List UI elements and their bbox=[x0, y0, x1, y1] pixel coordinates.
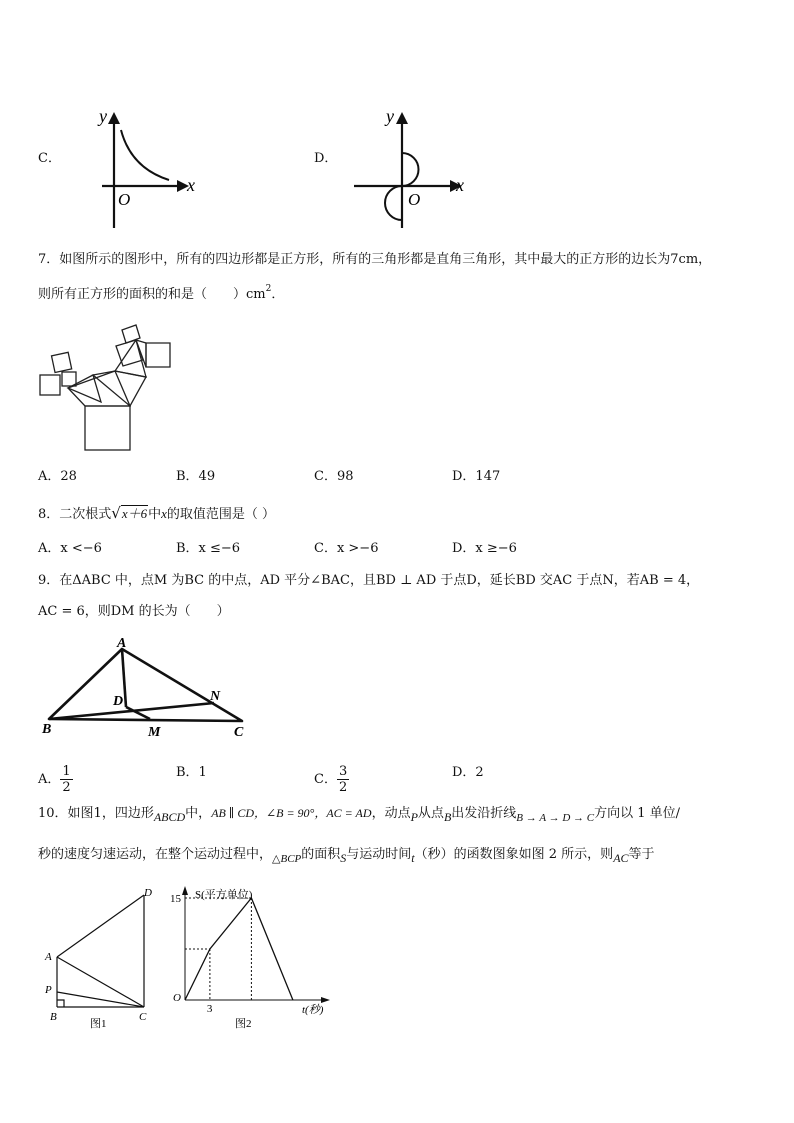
origin-label: O bbox=[408, 190, 421, 209]
q9-option-b: B．1 bbox=[176, 765, 207, 780]
x-axis-label: t(秒) bbox=[302, 1004, 324, 1016]
x-axis-arrow-icon bbox=[321, 997, 330, 1003]
x-axis-label: x bbox=[456, 175, 464, 195]
q6-option-d-label: D． bbox=[314, 151, 338, 166]
q7-stem-end: ． bbox=[271, 287, 285, 302]
q7-option-c: C．98 bbox=[314, 469, 354, 484]
q6-graph-d bbox=[352, 104, 467, 228]
label-c: C bbox=[139, 1011, 147, 1023]
q8-radicand: x＋6 bbox=[121, 506, 148, 521]
y-axis-label: S(平方单位) bbox=[195, 889, 253, 901]
q10-stem-line1: 10．如图1，四边形ABCD中，AB ∥ CD，∠B = 90°，AC = AD，动点P从点B出发沿折线$_{B \to A \to D \to C}$方向以 1 单位/ bbox=[38, 806, 681, 824]
q8-stem bbox=[38, 505, 275, 523]
q8-stem-text-a: 8．二次根式 bbox=[38, 507, 112, 522]
q8-option-c: C．x >−6 bbox=[314, 541, 379, 556]
q7-pythagoras-tree-figure bbox=[36, 320, 181, 455]
q8-option-d: D．x ≥−6 bbox=[452, 541, 517, 556]
q7-option-a: A．28 bbox=[38, 469, 77, 484]
q10-stem-line2: 秒的速度匀速运动，在整个运动过程中，$_{\triangle BCP}$的面积S与运动时间t（秒）的函数图象如图 2 所示，则AC等于 bbox=[38, 847, 655, 865]
q8-option-a: A．x <−6 bbox=[38, 541, 102, 556]
figure2-caption: 图2 bbox=[235, 1018, 252, 1030]
right-semicircle bbox=[402, 153, 419, 186]
y-axis-arrow-icon bbox=[108, 112, 120, 124]
q9-option-a bbox=[38, 764, 73, 795]
label-m: M bbox=[148, 725, 161, 740]
hyperbola-curve bbox=[121, 130, 169, 180]
top-triangle bbox=[136, 340, 146, 367]
y-axis-arrow-icon bbox=[396, 112, 408, 124]
q7-stem-line2 bbox=[38, 284, 285, 304]
label-b: B bbox=[50, 1011, 57, 1023]
small-square-1 bbox=[40, 375, 60, 395]
origin-label: O bbox=[118, 190, 131, 209]
origin-label: O bbox=[173, 992, 181, 1004]
q8-option-b: B．x ≤−6 bbox=[176, 541, 241, 556]
largest-square bbox=[85, 406, 130, 450]
q7-stem-line1: 7．如图所示的图形中，所有的四边形都是正方形，所有的三角形都是直角三角形，其中最大的正方形的边长为7cm， bbox=[38, 252, 712, 267]
q8-stem-text-c: 的取值范围是（ ） bbox=[166, 507, 276, 522]
label-c: C bbox=[234, 725, 244, 740]
q10-figure1-quadrilateral bbox=[40, 885, 165, 1030]
label-a: A bbox=[117, 636, 127, 651]
small-square-2 bbox=[52, 352, 72, 372]
small-square-3 bbox=[62, 372, 76, 386]
q10-figure2-chart bbox=[170, 882, 340, 1030]
q7-stem-text: 则所有正方形的面积的和是（ ）cm bbox=[38, 287, 266, 302]
q7-option-b: B．49 bbox=[176, 469, 216, 484]
q9-stem-line2: AC = 6，则DM 的长为（ ） bbox=[38, 604, 230, 619]
label-b: B bbox=[42, 722, 52, 737]
figure1-caption: 图1 bbox=[90, 1018, 107, 1030]
label-d: D bbox=[144, 887, 152, 899]
q9-option-a-label: A． bbox=[38, 772, 61, 787]
left-square-mid bbox=[68, 375, 101, 402]
q9-option-c-fraction: $\frac{3}{2}$ bbox=[338, 764, 348, 795]
y-axis-arrow-icon bbox=[182, 886, 188, 895]
label-a: A bbox=[45, 951, 52, 963]
segment-ad bbox=[57, 895, 144, 957]
y-tick-label-15: 15 bbox=[170, 893, 181, 905]
q8-variable: x bbox=[161, 506, 167, 521]
y-axis-label: y bbox=[99, 106, 107, 126]
label-n: N bbox=[210, 689, 221, 704]
sqrt-icon: √ bbox=[111, 504, 121, 522]
top-square-right bbox=[146, 343, 170, 367]
q9-option-a-fraction: $\frac{1}{2}$ bbox=[62, 764, 71, 795]
left-semicircle bbox=[385, 186, 402, 220]
label-p: P bbox=[45, 984, 52, 996]
q6-option-c-label: C． bbox=[38, 151, 61, 166]
q6-graph-c bbox=[96, 104, 196, 228]
right-angle-mark bbox=[57, 1000, 64, 1007]
x-axis-label: x bbox=[187, 175, 195, 195]
q9-option-c-label: C． bbox=[314, 772, 337, 787]
q9-option-d: D．2 bbox=[452, 765, 484, 780]
x-tick-label-3: 3 bbox=[206, 1003, 213, 1015]
q9-option-c bbox=[314, 764, 349, 795]
q7-option-d: D．147 bbox=[452, 469, 501, 484]
q8-stem-text-b: 中 bbox=[148, 507, 162, 522]
q7-superscript: 2 bbox=[265, 284, 272, 294]
y-axis-label: y bbox=[386, 106, 394, 126]
q9-triangle-figure bbox=[40, 630, 250, 742]
label-d: D bbox=[113, 694, 124, 709]
q9-stem-line1: 9．在ΔABC 中，点M 为BC 的中点，AD 平分∠BAC，且BD ⊥ AD 于点D，延长BD 交AC 于点N，若AB = 4， bbox=[38, 573, 700, 588]
